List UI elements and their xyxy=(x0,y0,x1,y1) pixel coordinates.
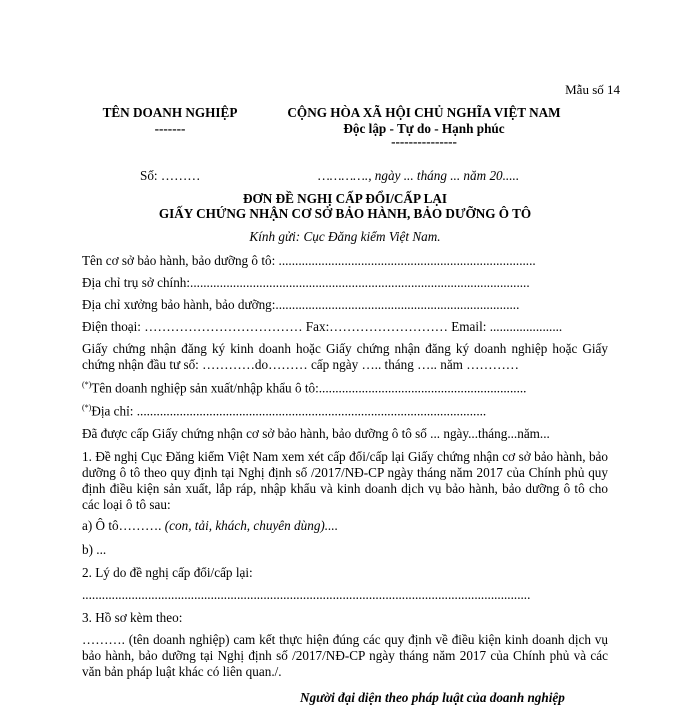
recipient: Kính gửi: Cục Đăng kiểm Việt Nam. xyxy=(249,229,441,244)
item-1a-prefix: a) Ô tô………. xyxy=(82,518,162,533)
commitment-paragraph: ………. (tên doanh nghiệp) cam kết thực hiện đúng các quy định về điều kiện kinh doanh dịch vụ bảo hành, bảo dưỡng tại Nghị định số /2017/NĐ-CP ngày tháng năm 2017 của Chính phủ và các văn bản pháp luật khác có liên quan./. xyxy=(82,632,608,679)
document-number: Số: ……… xyxy=(140,168,201,183)
nation-dash: --------------- xyxy=(391,134,457,149)
field-issued-certificate: Đã được cấp Giấy chứng nhận cơ sở bảo hành, bảo dưỡng ô tô số ... ngày...tháng...năm... xyxy=(82,426,550,441)
item-1-request: 1. Đề nghị Cục Đăng kiểm Việt Nam xem xét cấp đổi/cấp lại Giấy chứng nhận cơ sở bảo hành, bảo dưỡng ô tô theo quy định tại Nghị định số /2017/NĐ-CP ngày tháng năm 2017 của Chính phủ quy định điều kiện sản xuất, lắp ráp, nhập khẩu và kinh doanh dịch vụ bảo hành, bảo dưỡng ô tô cho các loại ô tô sau: xyxy=(82,449,608,512)
nation-motto: Độc lập - Tự do - Hạnh phúc xyxy=(343,121,505,136)
form-number: Mẫu số 14 xyxy=(565,82,620,97)
field-address xyxy=(82,403,486,419)
company-name-header xyxy=(95,105,245,137)
document-title-line-2: GIẤY CHỨNG NHẬN CƠ SỞ BẢO HÀNH, BẢO DƯỠNG Ô TÔ xyxy=(158,206,532,221)
item-2-reason: 2. Lý do đề nghị cấp đổi/cấp lại: xyxy=(82,565,253,580)
field-phone-fax-email: Điện thoại: ……………………………… Fax:……………………… Email: ...................... xyxy=(82,319,563,334)
item-1a xyxy=(82,518,338,534)
item-1b: b) ... xyxy=(82,542,107,557)
item-3-attachments: 3. Hồ sơ kèm theo: xyxy=(82,610,183,625)
field-workshop-address: Địa chỉ xưởng bảo hành, bảo dưỡng:.......................................................................... xyxy=(82,297,520,312)
item-2-dotted-line: ........................................................................................................................................ xyxy=(82,587,531,602)
address-label: Địa chỉ: .......................................................................................................... xyxy=(91,403,487,419)
document-title-line-1: ĐƠN ĐỀ NGHỊ CẤP ĐỔI/CẤP LẠI xyxy=(242,191,448,206)
asterisk-note: (*) xyxy=(82,403,92,412)
nation-title: CỘNG HÒA XÃ HỘI CHỦ NGHĨA VIỆT NAM xyxy=(287,105,561,120)
manufacturer-label: Tên doanh nghiệp sản xuất/nhập khẩu ô tô:............................................................... xyxy=(91,380,527,396)
date-line: …………., ngày ... tháng ... năm 20..... xyxy=(318,168,520,183)
asterisk-note: (*) xyxy=(82,380,92,389)
field-head-office: Địa chỉ trụ sở chính:....................................................................................................... xyxy=(82,275,530,290)
nation-header xyxy=(274,105,574,147)
field-business-certificate: Giấy chứng nhận đăng ký kinh doanh hoặc Giấy chứng nhận đăng ký doanh nghiệp hoặc Giấy chứng nhận đầu tư số: …………do……… cấp ngày ….. tháng ….. năm ………… xyxy=(82,341,608,372)
item-1a-vehicle-types: (con, tải, khách, chuyên dùng).... xyxy=(161,518,338,533)
field-facility-name: Tên cơ sở bảo hành, bảo dưỡng ô tô: .............................................................................. xyxy=(82,253,536,268)
signature-block: Người đại diện theo pháp luật của doanh nghiệp xyxy=(300,690,565,705)
company-name: TÊN DOANH NGHIỆP xyxy=(102,105,238,120)
company-dash: ------- xyxy=(154,121,186,136)
field-manufacturer xyxy=(82,380,526,396)
